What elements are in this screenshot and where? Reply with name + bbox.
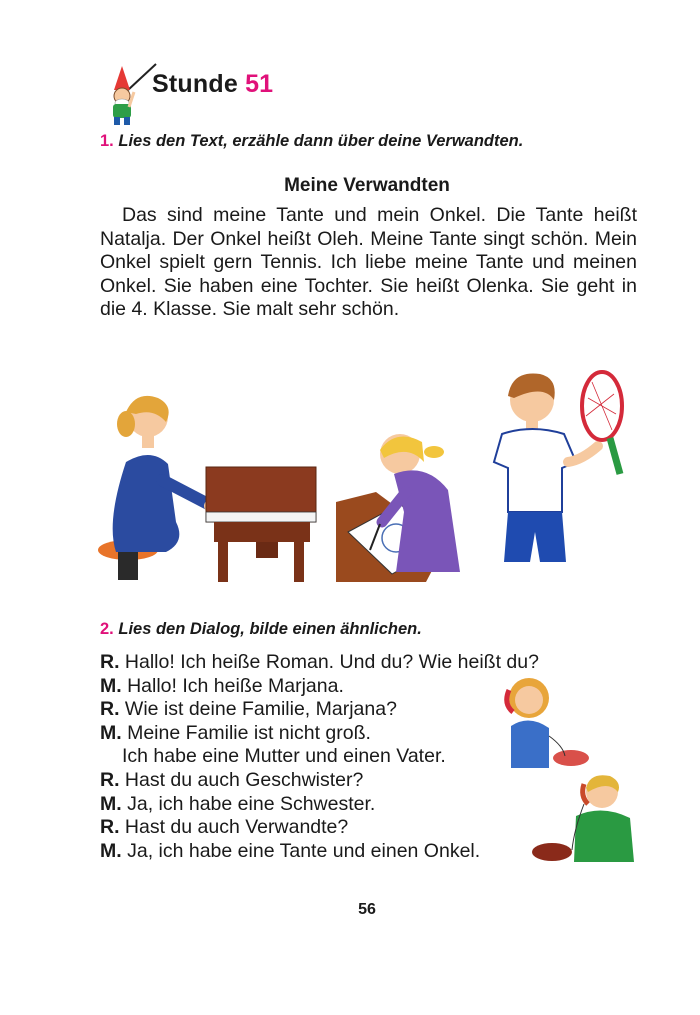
dialog-speaker: R.	[100, 816, 120, 839]
dialog-speaker: M.	[100, 721, 122, 744]
gnome-teacher-icon	[100, 60, 160, 126]
dialog-text: Wie ist deine Familie, Marjana?	[124, 698, 397, 721]
dialog-text: Hast du auch Verwandte?	[124, 816, 349, 839]
task-2-instruction	[100, 620, 422, 639]
task-2-number: 2.	[100, 620, 114, 638]
girl-drawing-illustration	[336, 432, 471, 584]
uncle-tennis-illustration	[492, 362, 632, 577]
aunt-piano-illustration	[96, 392, 321, 587]
task-2-text: Lies den Dialog, bilde einen ähnlichen.	[118, 620, 422, 638]
boy-phone-illustration	[530, 770, 640, 865]
lesson-label: Stunde	[152, 70, 238, 98]
dialog-text: Hallo! Ich heiße Marjana.	[127, 674, 344, 697]
dialog-speaker: R.	[100, 698, 120, 721]
dialog-speaker: R.	[100, 768, 120, 791]
dialog-speaker: R.	[100, 651, 120, 673]
dialog-text: Hallo! Ich heiße Roman. Und du? Wie heißt du?	[124, 651, 539, 673]
page-number: 56	[358, 901, 376, 918]
dialog-line	[100, 651, 660, 675]
dialog-speaker: M.	[100, 839, 122, 862]
girl-phone-illustration	[503, 676, 593, 771]
task-1-text: Lies den Text, erzähle dann über deine Verwandten.	[118, 132, 524, 150]
dialog-text: Ja, ich habe eine Schwester.	[127, 792, 376, 815]
dialog-speaker: M.	[100, 792, 122, 815]
dialog-text: Ja, ich habe eine Tante und einen Onkel.	[127, 839, 481, 862]
dialog-text: Ich habe eine Mutter und einen Vater.	[122, 745, 446, 768]
task-1-number: 1.	[100, 132, 114, 150]
reading-text: Das sind meine Tante und mein Onkel. Die Tante heißt Natalja. Der Onkel heißt Oleh. Meine Tante singt schön. Mein Onkel spielt gern Tennis. Ich liebe meine Tante und meinen Onkel. Sie haben eine Tochter. Sie heißt Olenka. Sie geht in die 4. Klasse. Sie malt sehr schön.	[100, 204, 637, 320]
text-title: Meine Verwandten	[284, 175, 450, 196]
task-1-instruction	[100, 132, 523, 151]
lesson-number: 51	[245, 70, 274, 98]
lesson-title	[152, 70, 273, 99]
dialog-text: Meine Familie ist nicht groß.	[127, 721, 371, 744]
dialog-text: Hast du auch Geschwister?	[124, 768, 364, 791]
dialog-speaker: M.	[100, 674, 122, 697]
